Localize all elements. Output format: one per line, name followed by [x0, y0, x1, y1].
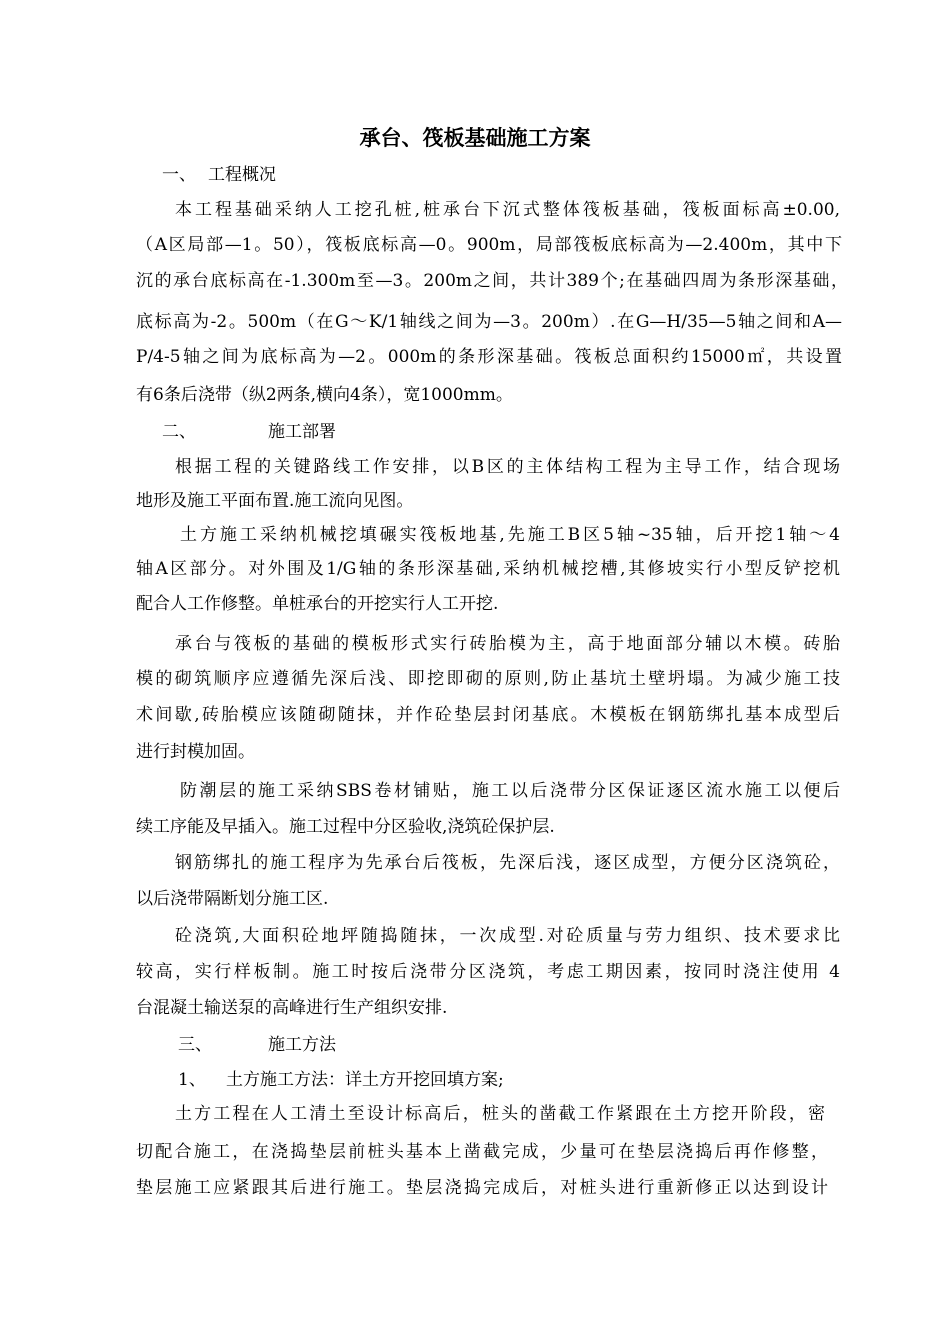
p2-line-2: 地形及施工平面布置.施工流向见图。 [136, 491, 414, 511]
p4-line-4: 进行封模加固。 [136, 742, 255, 762]
p7-line-2: 较高，实行样板制。施工时按后浇带分区浇筑，考虑工期因素，按同时浇注使用 4 [136, 962, 840, 982]
p8-line-2: 切配合施工，在浇捣垫层前桩头基本上凿截完成，少量可在垫层浇捣后再作修整， [136, 1142, 828, 1162]
section-3-title: 施工方法 [268, 1035, 336, 1055]
p7-line-1: 砼浇筑,大面积砼地坪随捣随抹，一次成型.对砼质量与劳力组织、技术要求比 [175, 926, 840, 946]
section-1-title: 工程概况 [208, 165, 276, 185]
p5-line-1: 防潮层的施工采纳SBS卷材铺贴，施工以后浇带分区保证逐区流水施工以便后 [180, 781, 840, 801]
p1-line-4: 底标高为-2。500m（在G～K/1轴线之间为—3。200m）.在G—H/35—5轴之间和A— [136, 312, 842, 332]
subsection-1-number: 1、 [178, 1070, 206, 1090]
section-2-number: 二、 [162, 422, 196, 442]
subsection-1-title: 土方施工方法：详土方开挖回填方案; [226, 1070, 504, 1090]
document-title: 承台、筏板基础施工方案 [359, 125, 591, 150]
p8-line-1: 土方工程在人工清土至设计标高后，桩头的凿截工作紧跟在土方挖开阶段，密 [175, 1104, 825, 1124]
p2-line-1: 根据工程的关键路线工作安排，以B区的主体结构工程为主导工作，结合现场 [175, 457, 840, 477]
p1-line-5: P/4-5轴之间为底标高为—2。000m的条形深基础。筏板总面积约15000㎡，共设置 [136, 347, 842, 367]
p1-line-6: 有6条后浇带（纵2两条,横向4条），宽1000mm。 [136, 385, 513, 405]
p1-line-3: 沉的承台底标高在-1.300m至—3。200m之间，共计389个;在基础四周为条形深基础， [136, 271, 848, 291]
section-2-title: 施工部署 [268, 422, 336, 442]
section-3-number: 三、 [178, 1035, 212, 1055]
p7-line-3: 台混凝土输送泵的高峰进行生产组织安排. [136, 998, 448, 1018]
p4-line-3: 术间歇,砖胎模应该随砌随抹，并作砼垫层封闭基底。木模板在钢筋绑扎基本成型后 [136, 705, 840, 725]
p1-line-2: （A区局部—1。50），筏板底标高—0。900m，局部筏板底标高为—2.400m，其中下 [136, 235, 842, 255]
p6-line-1: 钢筋绑扎的施工程序为先承台后筏板，先深后浅，逐区成型，方便分区浇筑砼， [175, 853, 840, 873]
p8-line-3: 垫层施工应紧跟其后进行施工。垫层浇捣完成后，对桩头进行重新修正以达到设计 [136, 1178, 828, 1198]
p6-line-2: 以后浇带隔断划分施工区. [136, 889, 329, 909]
p4-line-1: 承台与筏板的基础的模板形式实行砖胎模为主，高于地面部分辅以木模。砖胎 [175, 634, 840, 654]
section-1-number: 一、 [162, 165, 196, 185]
p3-line-1: 土方施工采纳机械挖填碾实筏板地基,先施工B区5轴~35轴，后开挖1轴～4 [180, 525, 840, 545]
p4-line-2: 模的砌筑顺序应遵循先深后浅、即挖即砌的原则,防止基坑土壁坍塌。为减少施工技 [136, 669, 840, 689]
p3-line-3: 配合人工作修整。单桩承台的开挖实行人工开挖. [136, 594, 499, 614]
p1-line-1: 本工程基础采纳人工挖孔桩,桩承台下沉式整体筏板基础，筏板面标高±0.00, [175, 200, 840, 220]
p5-line-2: 续工序能及早插入。施工过程中分区验收,浇筑砼保护层. [136, 817, 555, 837]
p3-line-2: 轴A区部分。对外围及1/G轴的条形深基础,采纳机械挖槽,其修坡实行小型反铲挖机 [136, 559, 840, 579]
